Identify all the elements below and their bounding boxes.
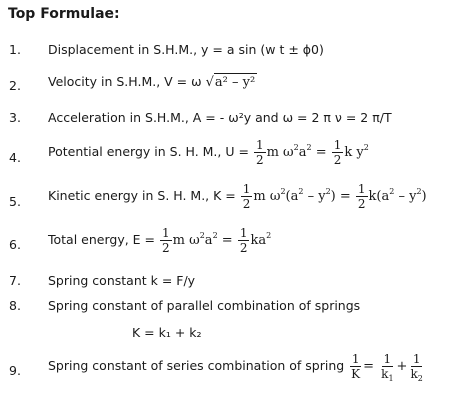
radicand: a² – y² [214, 75, 256, 90]
page-title: Top Formulae: [8, 6, 120, 22]
item-number: 6. [9, 237, 21, 252]
formula-kinetic-energy-label: Kinetic energy in S. H. M., K = [48, 188, 236, 203]
item-number: 1. [9, 42, 21, 57]
formula-kinetic-energy [48, 182, 427, 211]
item-number: 5. [9, 194, 21, 209]
item-number: 2. [9, 78, 21, 93]
formula-displacement: Displacement in S.H.M., y = a sin (w t ± ϕ0) [48, 42, 324, 57]
formula-series-springs-label: Spring constant of series combination of spring [48, 358, 345, 373]
formula-acceleration: Acceleration in S.H.M., A = - ω²y and ω = 2 π ν = 2 π/T [48, 110, 392, 125]
item-number: 4. [9, 150, 21, 165]
item-number: 9. [9, 363, 21, 378]
formula-potential-energy [48, 138, 369, 167]
formula-velocity [48, 74, 257, 90]
formula-total-energy [48, 226, 271, 255]
formula-potential-energy-label: Potential energy in S. H. M., U = [48, 144, 249, 159]
item-number: 7. [9, 273, 21, 288]
formula-parallel-springs: K = k₁ + k₂ [132, 325, 202, 340]
formula-velocity-label: Velocity in S.H.M., V = ω [48, 74, 202, 89]
formula-spring-constant: Spring constant k = F/y [48, 273, 196, 288]
item-number: 3. [9, 110, 21, 125]
item-number: 8. [9, 298, 21, 313]
total-energy-expression: $\frac{1}{2}$ m $\omega^2a^2$ = $\frac{1}{2}$ $ka^2$ [162, 226, 272, 255]
formula-total-energy-label: Total energy, E = [48, 232, 156, 247]
series-springs-expression: $\frac{1}{K}$ = $\frac{1}{k_1}$ + $\frac{1}{k_2}$ [351, 352, 423, 383]
square-root: √a² – y² [205, 75, 256, 90]
formula-series-springs [48, 352, 426, 381]
formula-parallel-springs-label: Spring constant of parallel combination of springs [48, 298, 361, 313]
kinetic-energy-expression: $\frac{1}{2}$ m $\omega^2(a^2 - y^2)$ = $\frac{1}{2}$ $k(a^2 - y^2)$ [242, 182, 427, 211]
potential-energy-expression: $\frac{1}{2}$ m $\omega^2a^2$ = $\frac{1}{2}$ k $y^2$ [255, 138, 369, 167]
